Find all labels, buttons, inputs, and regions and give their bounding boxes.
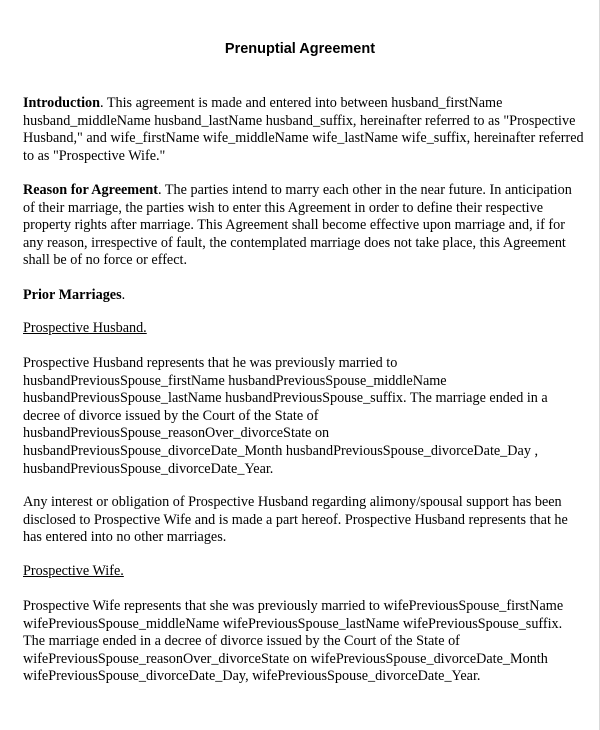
prior-marriages-suffix: .: [121, 287, 126, 303]
reason-heading: Reason for Agreement: [23, 182, 159, 198]
husband-paragraph-1: Prospective Husband represents that he was previously married to husbandPreviousSpouse_firstName husbandPreviousSpouse_middleName husbandPreviousSpouse_lastName husbandPreviousSpouse_suffix. The marriage ended in a decree of divorce issued by the Court of the State of husbandPreviousSpouse_reasonOver_divorceState on husbandPreviousSpouse_divorceDate_Month husbandPreviousSpouse_divorceDate_Day , husbandPreviousSpouse_divorceDate_Year.: [23, 355, 548, 477]
reason-text: . The parties intend to marry each other in the near future. In anticipation of their marriage, the parties wish to enter this Agreement in order to define their respective property rights after marriage. This Agreement shall become effective upon marriage and, if for any reason, irrespective of fault, the contemplated marriage does not take place, this Agreement shall be of no force or effect.: [23, 182, 572, 269]
introduction-text: . This agreement is made and entered into between husband_firstName husband_middleName husband_lastName husband_suffix, hereinafter referred to as "Prospective Husband," and wife_firstName wife_middleName wife_lastName wife_suffix, hereinafter referred to as "Prospective Wife.": [23, 95, 584, 164]
wife-section-heading: Prospective Wife.: [23, 563, 124, 579]
husband-section-heading: Prospective Husband.: [23, 320, 147, 336]
husband-paragraph-2: Any interest or obligation of Prospective Husband regarding alimony/spousal support has been disclosed to Prospective Wife and is made a part hereof. Prospective Husband represents that he has entered into no other marriages.: [23, 494, 568, 546]
introduction-paragraph: [23, 95, 585, 165]
prior-marriages-heading: Prior Marriages: [23, 287, 122, 303]
prior-marriages-paragraph: [23, 287, 585, 305]
document-title: Prenuptial Agreement: [224, 41, 376, 57]
wife-paragraph-1: Prospective Wife represents that she was previously married to wifePreviousSpouse_firstName wifePreviousSpouse_middleName wifePreviousSpouse_lastName wifePreviousSpouse_suffix. The marriage ended in a decree of divorce issued by the Court of the State of wifePreviousSpouse_reasonOver_divorceState on wifePreviousSpouse_divorceDate_Month wifePreviousSpouse_divorceDate_Day, wifePreviousSpouse_divorceDate_Year.: [23, 598, 564, 685]
reason-paragraph: [23, 182, 585, 270]
introduction-heading: Introduction: [23, 95, 100, 111]
